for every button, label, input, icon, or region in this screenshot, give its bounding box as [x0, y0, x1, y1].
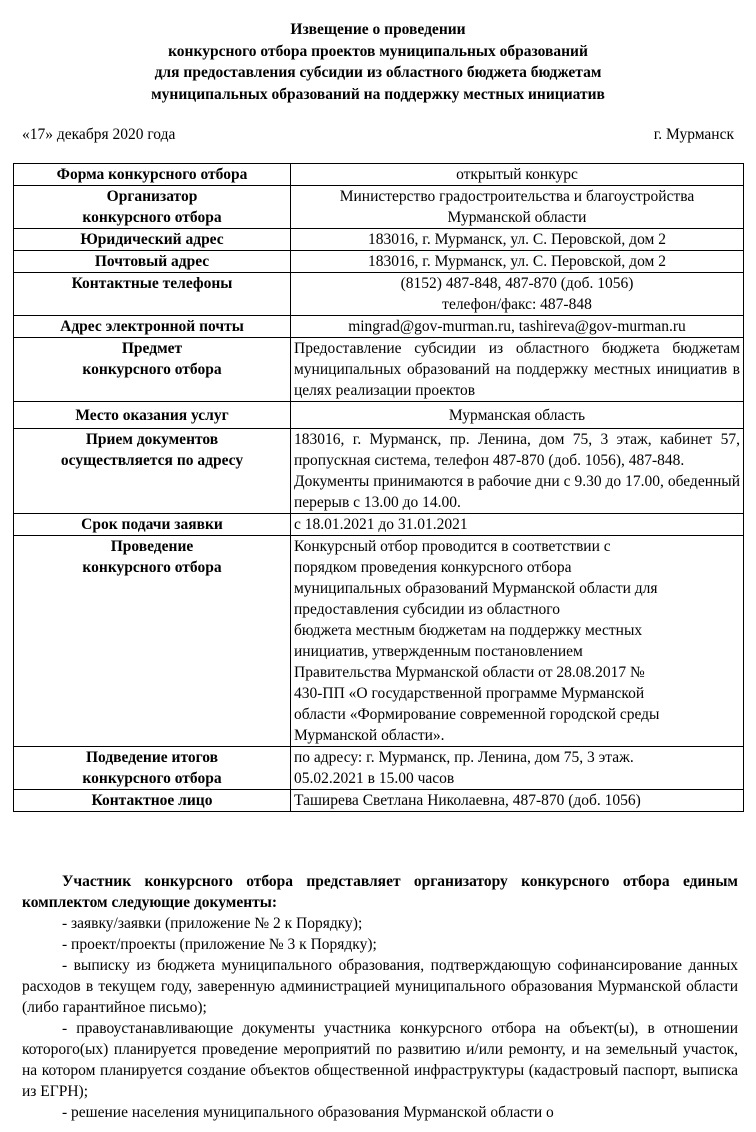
email-value: mingrad@gov-murman.ru, tashireva@gov-murman.ru — [291, 316, 744, 338]
conduct-value — [291, 536, 744, 747]
docs-value-paragraph: Документы принимаются в рабочие дни с 9.30 до 17.00, обеденный перерыв с 13.00 до 14.00. — [294, 473, 740, 511]
place-value: Мурманская область — [291, 402, 744, 429]
organizer-label-line: Организатор — [106, 188, 198, 205]
phones-value — [291, 273, 744, 316]
conduct-label-line: Проведение — [110, 538, 194, 555]
contact-value: Таширева Светлана Николаевна, 487-870 (доб. 1056) — [291, 790, 744, 812]
table-row — [14, 402, 744, 429]
email-label: Адрес электронной почты — [14, 316, 291, 338]
info-table — [13, 163, 744, 812]
results-label-line: Подведение итогов — [85, 749, 219, 766]
docs-label — [14, 429, 291, 514]
table-row — [14, 164, 744, 186]
table-row — [14, 536, 744, 747]
postal-address-value: 183016, г. Мурманск, ул. С. Перовской, дом 2 — [291, 251, 744, 273]
subject-label — [14, 338, 291, 402]
title-line: муниципальных образований на поддержку местных инициатив — [151, 85, 605, 103]
conduct-value-line: бюджета местным бюджетам на поддержку местных — [294, 622, 643, 639]
table-row — [14, 316, 744, 338]
conduct-label-line: конкурсного отбора — [82, 559, 222, 576]
organizer-label — [14, 186, 291, 229]
docs-label-line: Прием документов — [85, 431, 219, 448]
table-row — [14, 514, 744, 536]
table-row — [14, 790, 744, 812]
docs-value-paragraph: 183016, г. Мурманск, пр. Ленина, дом 75, 3 этаж, кабинет 57, пропускная система, телефон 487-870 (доб. 1056), 487-848. — [294, 431, 740, 469]
results-value-line: 05.02.2021 в 15.00 часов — [294, 770, 455, 787]
table-row — [14, 186, 744, 229]
results-label-line: конкурсного отбора — [82, 770, 222, 787]
date-line — [22, 124, 734, 145]
notice-date: «17» декабря 2020 года — [22, 126, 176, 143]
table-row — [14, 747, 744, 790]
results-value — [291, 747, 744, 790]
notice-title — [0, 19, 756, 105]
results-value-line: по адресу: г. Мурманск, пр. Ленина, дом 75, 3 этаж. — [294, 749, 634, 766]
documents-list — [22, 913, 738, 1123]
conduct-value-line: муниципальных образований Мурманской области для — [294, 580, 658, 597]
table-row — [14, 251, 744, 273]
deadline-label: Срок подачи заявки — [14, 514, 291, 536]
list-item: - решение населения муниципального образования Мурманской области о — [62, 1104, 554, 1121]
contact-label: Контактное лицо — [14, 790, 291, 812]
docs-label-line: осуществляется по адресу — [60, 452, 244, 469]
legal-address-value: 183016, г. Мурманск, ул. С. Перовской, дом 2 — [291, 229, 744, 251]
table-row — [14, 273, 744, 316]
docs-value — [291, 429, 744, 514]
table-row — [14, 429, 744, 514]
organizer-value-line: Министерство градостроительства и благоустройства — [339, 188, 695, 205]
phones-value-line: телефон/факс: 487-848 — [442, 296, 592, 313]
list-item: - правоустанавливающие документы участника конкурсного отбора на объект(ы), в отношении которого(ых) планируется проведение мероприятий по развитию и/или ремонту, и на земельный участок, на котором планируется создание объектов общественной инфраструктуры (кадастровый паспорт, выписка из ЕГРН); — [22, 1020, 738, 1100]
conduct-value-line: области «Формирование современной городской среды — [294, 706, 660, 723]
phones-value-line: (8152) 487-848, 487-870 (доб. 1056) — [400, 275, 634, 292]
conduct-value-line: Конкурсный отбор проводится в соответствии с — [294, 538, 611, 555]
list-item: - выписку из бюджета муниципального образования, подтверждающую софинансирование данных расходов в текущем году, заверенную администрацией муниципального образования Мурманской области (либо гарантийное письмо); — [22, 957, 738, 1016]
table-row — [14, 338, 744, 402]
conduct-value-line: 430-ПП «О государственной программе Мурманской — [294, 685, 645, 702]
title-line: Извещение о проведении — [290, 21, 466, 38]
notice-city: г. Мурманск — [653, 126, 734, 143]
postal-address-label: Почтовый адрес — [14, 251, 291, 273]
organizer-value-line: Мурманской области — [447, 209, 587, 226]
subject-label-line: Предмет — [121, 340, 183, 357]
conduct-value-line: порядком проведения конкурсного отбора — [294, 559, 572, 576]
form-label: Форма конкурсного отбора — [14, 164, 291, 186]
list-item: - заявку/заявки (приложение № 2 к Порядку); — [62, 915, 363, 932]
conduct-value-line: Правительства Мурманской области от 28.08.2017 № — [294, 664, 645, 681]
list-item: - проект/проекты (приложение № 3 к Порядку); — [62, 936, 377, 953]
conduct-value-line: Мурманской области». — [294, 727, 445, 744]
documents-intro: Участник конкурсного отбора представляет организатору конкурсного отбора единым комплектом следующие документы: — [22, 873, 738, 911]
documents-intro-text: Участник конкурсного отбора представляет организатору конкурсного отбора единым комплектом следующие документы — [22, 873, 738, 911]
deadline-value: с 18.01.2021 до 31.01.2021 — [291, 514, 744, 536]
form-value: открытый конкурс — [291, 164, 744, 186]
place-label: Место оказания услуг — [14, 402, 291, 429]
phones-label: Контактные телефоны — [14, 273, 291, 316]
conduct-value-line: инициатив, утвержденным постановлением — [294, 643, 583, 660]
subject-value: Предоставление субсидии из областного бюджета бюджетам муниципальных образований на поддержку местных инициатив в целях реализации проектов — [291, 338, 744, 402]
organizer-value — [291, 186, 744, 229]
conduct-label — [14, 536, 291, 747]
results-label — [14, 747, 291, 790]
legal-address-label: Юридический адрес — [14, 229, 291, 251]
organizer-label-line: конкурсного отбора — [82, 209, 222, 226]
subject-label-line: конкурсного отбора — [82, 361, 222, 378]
conduct-value-line: предоставления субсидии из областного — [294, 601, 560, 618]
table-row — [14, 229, 744, 251]
title-line: конкурсного отбора проектов муниципальных образований — [168, 42, 588, 60]
title-line: для предоставления субсидии из областного бюджета бюджетам — [154, 64, 602, 81]
